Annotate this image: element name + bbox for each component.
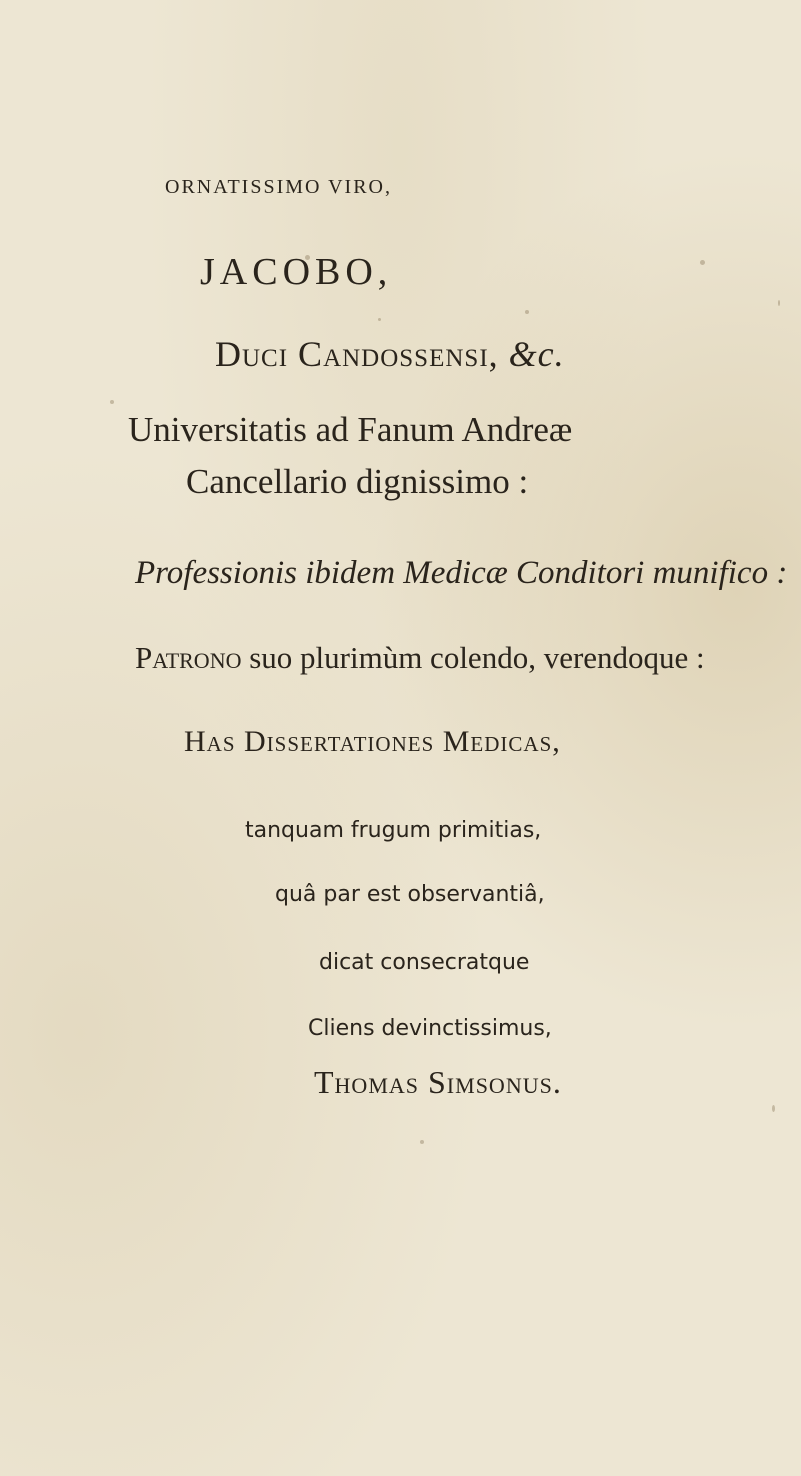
dedication-line-tanquam: tanquam frugum primitias,	[245, 818, 542, 843]
paper-fleck	[700, 260, 705, 265]
paper-fleck	[525, 310, 529, 314]
dedication-line-professionis: Professionis ibidem Medicæ Conditori munifico :	[135, 555, 788, 591]
paper-fleck	[378, 318, 381, 321]
paper-fleck	[420, 1140, 424, 1144]
paper-fleck	[772, 1105, 775, 1112]
dedication-line-ornatissimo: ORNATISSIMO VIRO,	[165, 176, 392, 198]
duci-text: Duci Candossensi,	[215, 334, 499, 374]
dedication-line-jacobo: JACOBO,	[200, 251, 393, 293]
dedication-line-universitatis: Universitatis ad Fanum Andreæ	[128, 410, 573, 449]
dedication-line-thomas: Thomas Simsonus.	[314, 1064, 562, 1100]
dedication-line-duci	[215, 333, 565, 375]
dedication-line-qua: quâ par est observantiâ,	[275, 882, 545, 907]
paper-fleck	[110, 400, 114, 404]
patrono-rest-text: suo plurimùm colendo, verendoque :	[249, 640, 705, 675]
dedication-line-has: Has Dissertationes Medicas,	[184, 725, 561, 758]
paper-fleck	[778, 300, 780, 306]
dedication-line-cancellario: Cancellario dignissimo :	[186, 462, 529, 501]
dedication-line-dicat: dicat consecratque	[319, 950, 530, 975]
dedication-line-patrono	[135, 640, 705, 676]
patrono-text: Patrono	[135, 640, 242, 675]
dedication-line-cliens: Cliens devinctissimus,	[308, 1016, 552, 1041]
etc-text: &c.	[508, 334, 565, 374]
